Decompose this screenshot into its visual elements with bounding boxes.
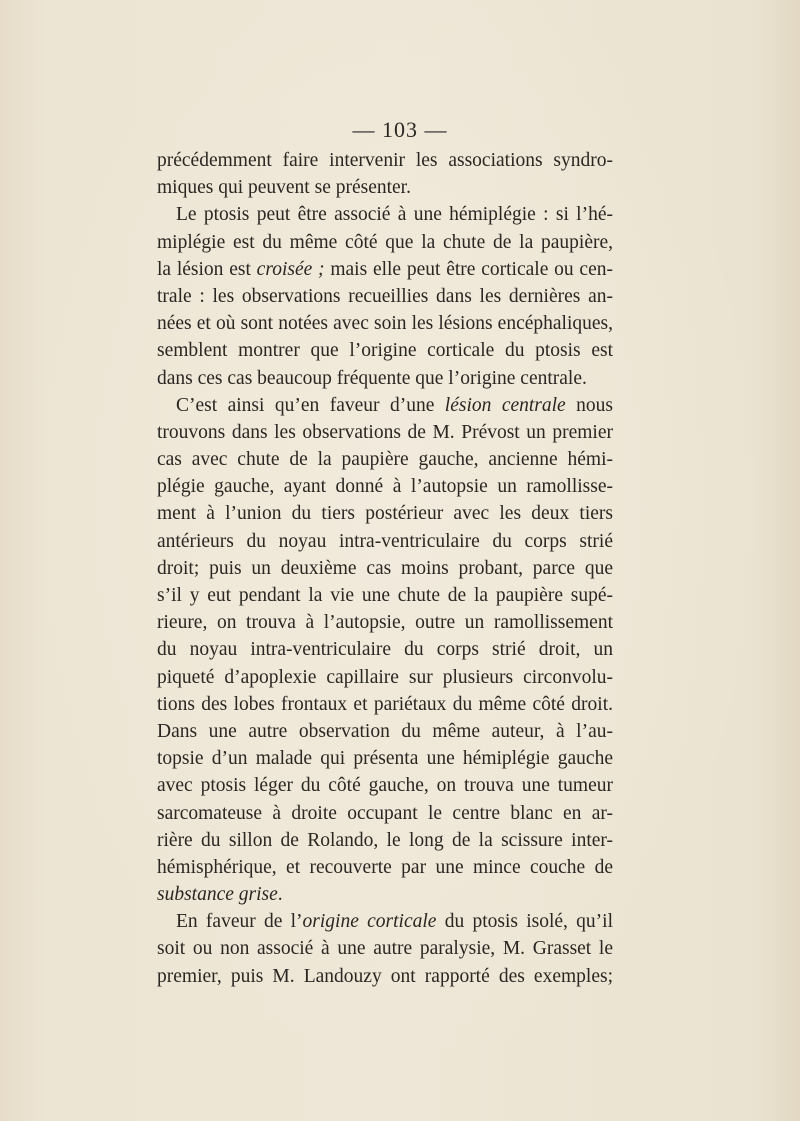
text-span: trale : les observations recueillies dans les dernières an- [157,285,613,307]
text-span: miques qui peuvent se présenter. [157,177,411,199]
text-span: du ptosis isolé, qu’il [436,911,613,933]
text-line [157,446,613,473]
text-line [157,609,613,636]
text-span: avec ptosis léger du côté gauche, on trouva une tumeur [157,775,613,797]
text-span: rieure, on trouva à l’autopsie, outre un ramollissement [157,612,613,634]
text-span: précédemment faire intervenir les associations syndro- [157,150,613,171]
text-span: En faveur de l’ [176,911,303,933]
italic-text: croisée ; [256,258,325,280]
text-line [157,800,613,827]
text-span: du noyau intra-ventriculaire du corps strié droit, un [157,639,613,661]
text-line [157,718,613,745]
text-span: dans ces cas beaucoup fréquente que l’origine centrale. [157,367,587,389]
text-line [157,908,613,935]
text-line [157,854,613,881]
text-line [157,935,613,962]
text-span: Le ptosis peut être associé à une hémiplégie : si l’hé- [176,204,613,226]
text-line [157,147,613,174]
text-line [157,256,613,283]
text-line [157,392,613,419]
text-line [157,365,613,392]
text-span: piqueté d’apoplexie capillaire sur plusieurs circonvolu- [157,666,613,688]
italic-text: lésion centrale [444,394,566,416]
text-span: soit ou non associé à une autre paralysie, M. Grasset le [157,938,613,960]
text-line [157,337,613,364]
text-line [157,963,613,990]
text-span: droit; puis un deuxième cas moins probant, parce que [157,557,613,579]
text-span: sarcomateuse à droite occupant le centre blanc en ar- [157,802,613,824]
text-span: hémisphérique, et recouverte par une mince couche de [157,856,613,878]
page-number: — 103 — [352,117,448,142]
text-span: antérieurs du noyau intra-ventriculaire du corps strié [157,530,613,552]
text-line [157,827,613,854]
text-line [157,229,613,256]
text-line [157,201,613,228]
text-span: trouvons dans les observations de M. Prévost un premier [157,421,613,443]
text-span: . [277,884,283,906]
text-line [157,473,613,500]
text-line [157,500,613,527]
text-line [157,555,613,582]
text-span: mais elle peut être corticale ou cen- [324,258,613,280]
body-text [157,147,613,990]
text-span: nées et où sont notées avec soin les lésions encéphaliques, [157,313,613,335]
text-span: tions des lobes frontaux et pariétaux du même côté droit. [157,693,613,715]
text-line [157,745,613,772]
text-line [157,636,613,663]
text-line [157,881,613,908]
text-line [157,283,613,310]
text-span: premier, puis M. Landouzy ont rapporté des exemples; [157,965,613,987]
text-span: Dans une autre observation du même auteur, à l’au- [157,720,613,742]
text-span: cas avec chute de la paupière gauche, ancienne hémi- [157,449,613,471]
text-span: semblent montrer que l’origine corticale du ptosis est [157,340,613,362]
text-span: topsie d’un malade qui présenta une hémiplégie gauche [157,748,613,770]
text-span: la lésion est [157,258,257,280]
text-span: nous [565,394,613,416]
text-span: plégie gauche, ayant donné à l’autopsie un ramollisse- [157,476,613,498]
text-line [157,772,613,799]
text-line [157,310,613,337]
text-line [157,691,613,718]
italic-text: substance grise [157,884,278,906]
text-span: rière du sillon de Rolando, le long de la scissure inter- [157,829,613,851]
text-line [157,582,613,609]
italic-text: origine corticale [302,911,437,933]
text-span: ment à l’union du tiers postérieur avec les deux tiers [157,503,613,525]
text-line [157,174,613,201]
text-line [157,664,613,691]
text-span: miplégie est du même côté que la chute de la paupière, [157,231,613,253]
text-span: s’il y eut pendant la vie une chute de la paupière supé- [157,585,613,606]
text-span: C’est ainsi qu’en faveur d’une [176,394,445,416]
text-line [157,419,613,446]
text-line [157,528,613,555]
